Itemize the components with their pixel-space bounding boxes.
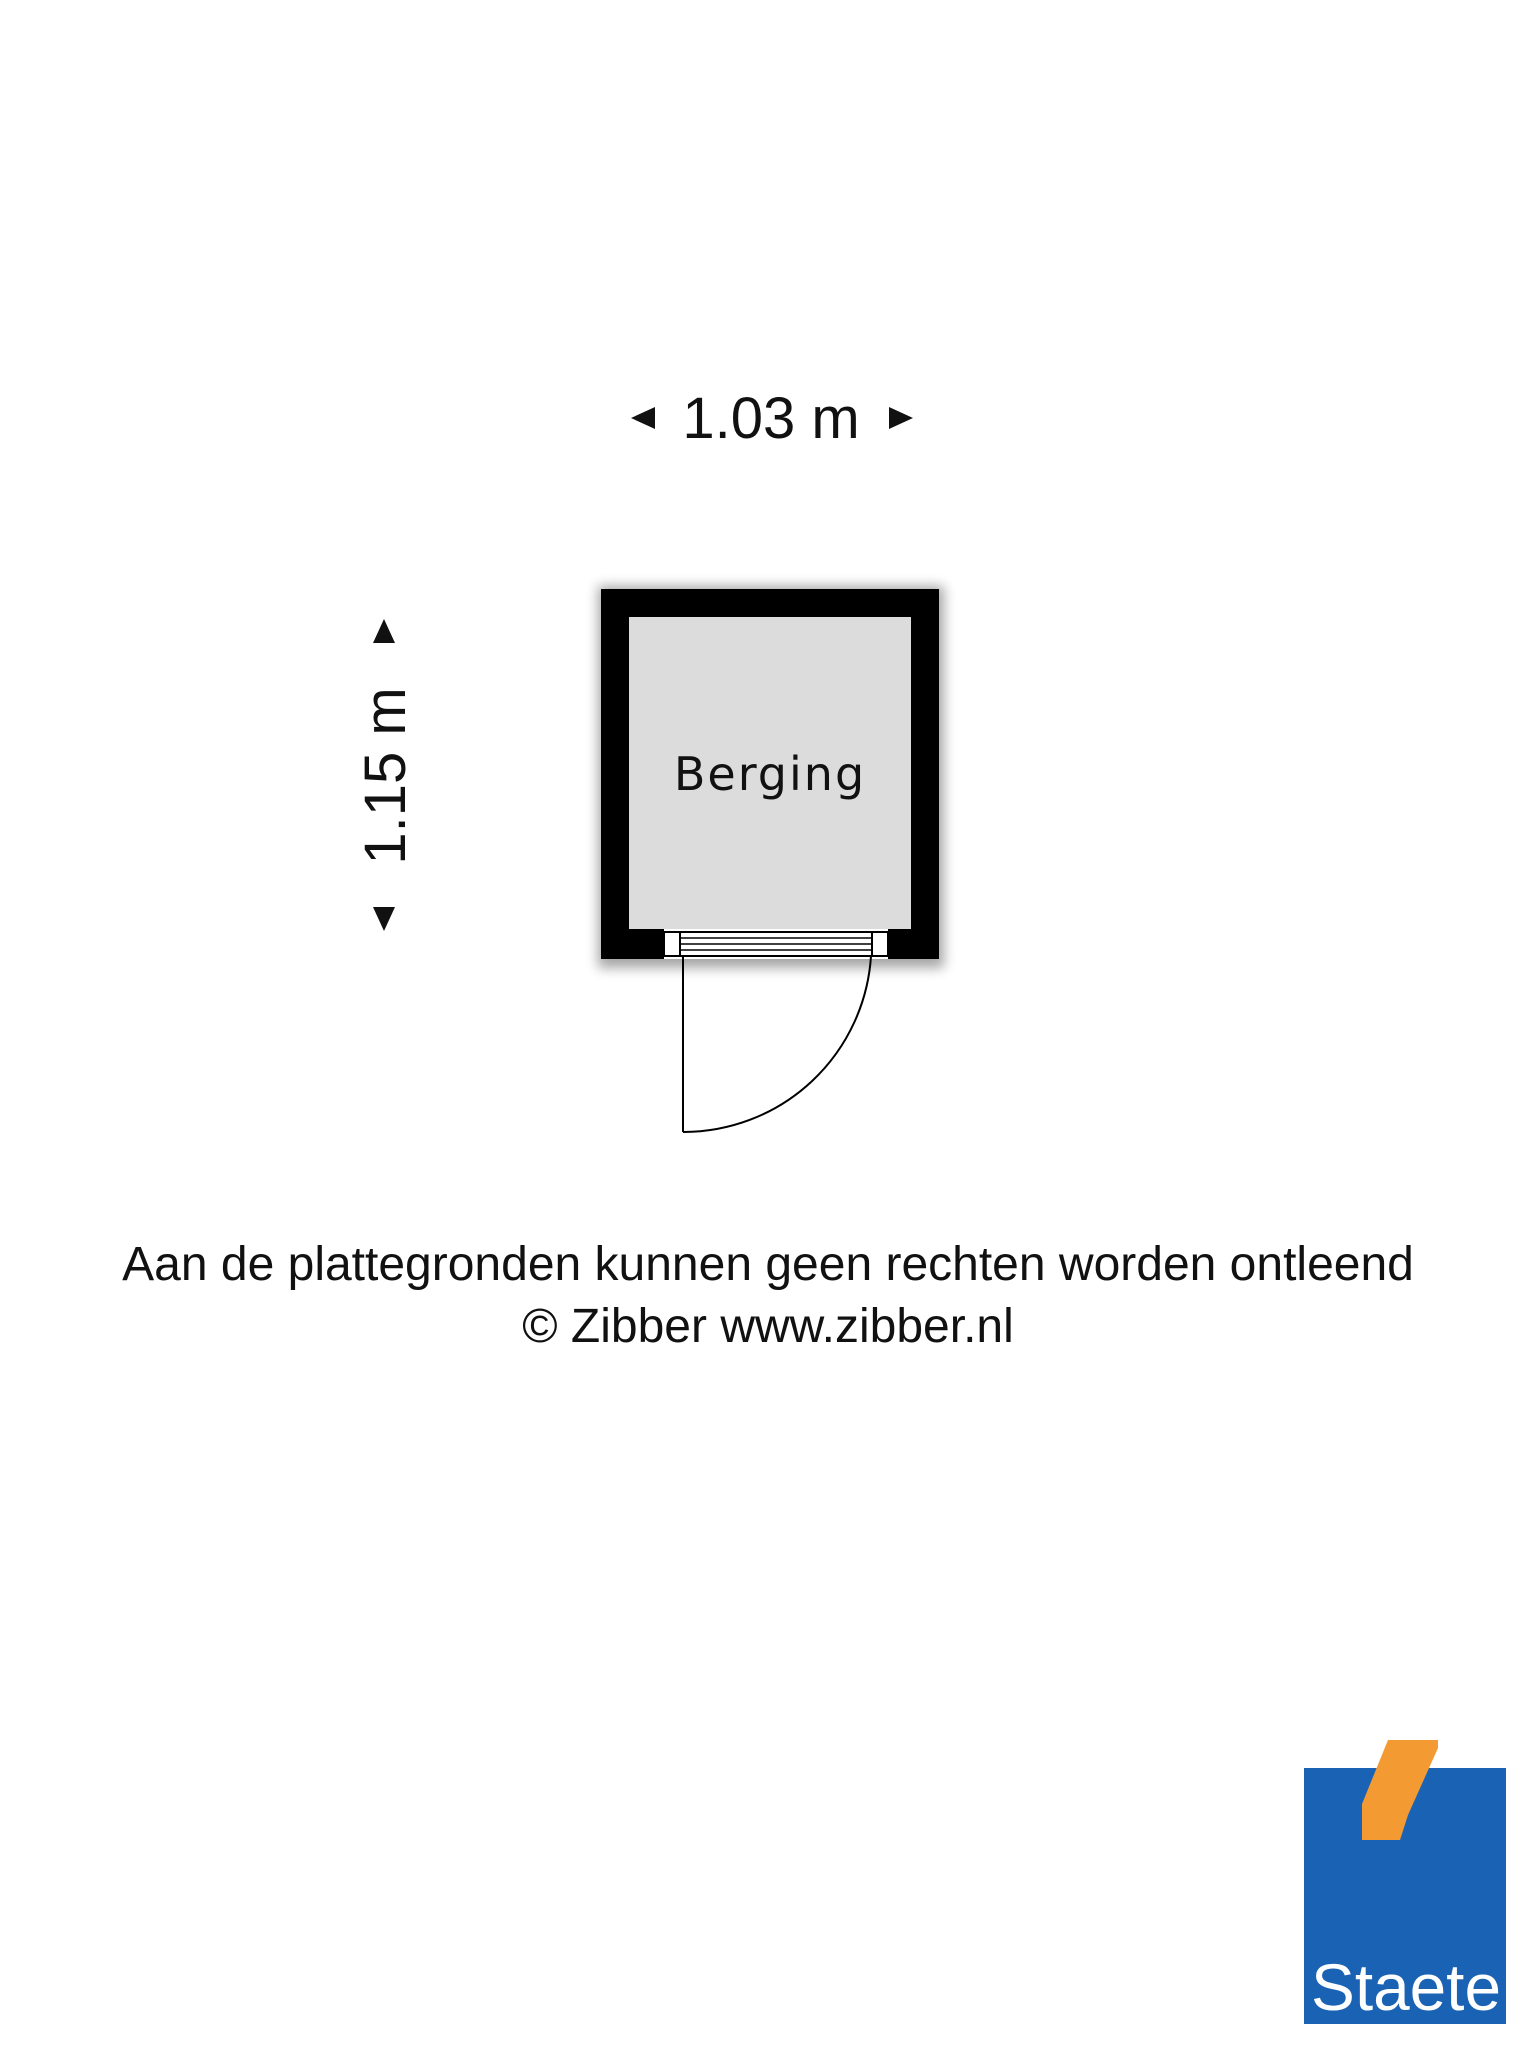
arrow-down-icon xyxy=(373,907,395,931)
arrow-up-icon xyxy=(373,619,395,643)
room-label: Berging xyxy=(673,747,867,801)
disclaimer-text: Aan de plattegronden kunnen geen rechten worden ontleend xyxy=(122,1238,1414,1291)
arrow-left-icon xyxy=(631,407,655,429)
copyright-text: © Zibber www.zibber.nl xyxy=(522,1300,1014,1353)
width-dimension xyxy=(631,386,913,451)
arrow-right-icon xyxy=(889,407,913,429)
staete-logo xyxy=(1300,1740,1510,2028)
height-label: 1.15 m xyxy=(353,687,418,865)
width-label: 1.03 m xyxy=(682,386,860,451)
door-swing xyxy=(683,956,871,1132)
room-berging xyxy=(598,586,944,968)
door-swing-arc xyxy=(683,956,871,1132)
logo-wordmark: Staete xyxy=(1311,1950,1501,2024)
height-dimension xyxy=(353,619,418,931)
